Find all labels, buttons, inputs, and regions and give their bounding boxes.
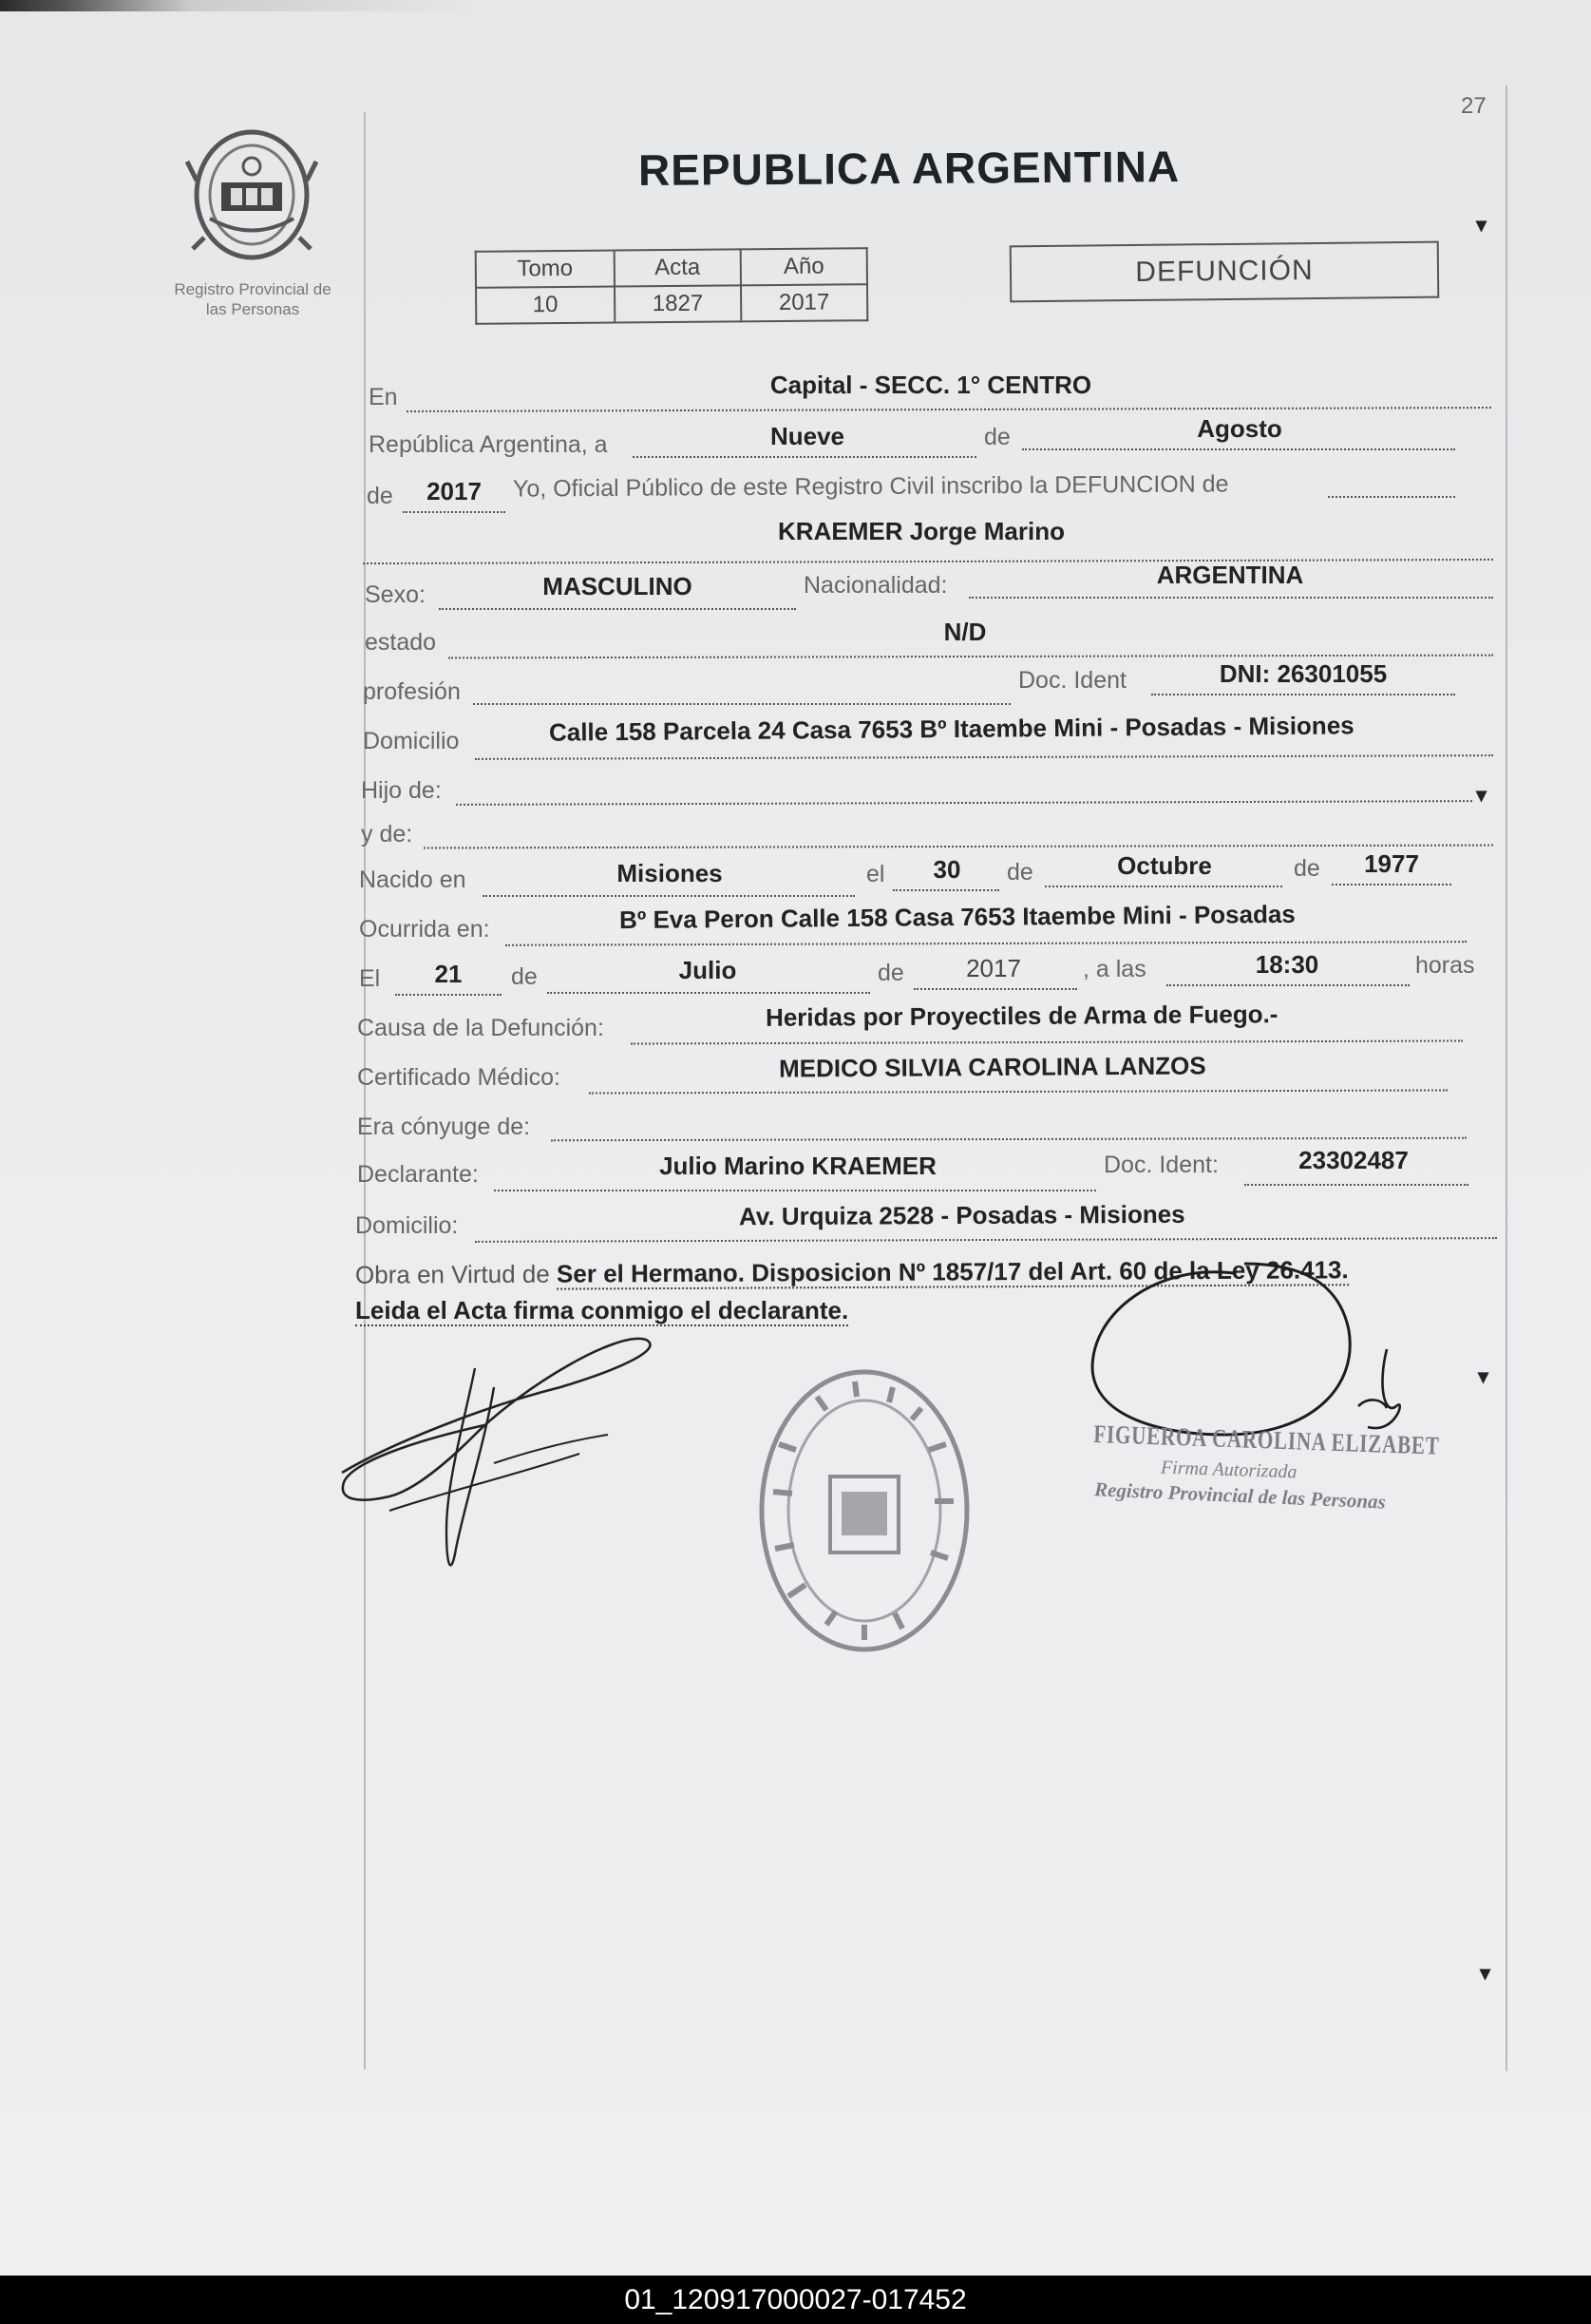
de-label-3: de xyxy=(1007,859,1033,886)
hijo-de-label: Hijo de: xyxy=(361,777,442,804)
official-role-stamp: Firma Autorizada xyxy=(1160,1457,1297,1483)
death-year: 2017 xyxy=(966,954,1021,982)
scan-edge-shadow xyxy=(0,0,1591,11)
domicilio-dotted-line xyxy=(475,754,1493,760)
ocurrida-label: Ocurrida en: xyxy=(359,916,490,943)
en-label: En xyxy=(369,384,398,410)
birth-month-dotted-line xyxy=(1045,886,1282,887)
leida-line xyxy=(355,1296,848,1325)
domicilio-label: Domicilio xyxy=(363,728,460,754)
page-number: 27 xyxy=(1461,93,1487,119)
ocurrida-dotted-line xyxy=(505,941,1467,946)
registry-caption xyxy=(158,279,348,319)
birth-year: 1977 xyxy=(1364,849,1419,878)
birth-day: 30 xyxy=(933,855,961,884)
round-registry-stamp xyxy=(750,1359,978,1663)
en-value: Capital - SECC. 1° CENTRO xyxy=(769,371,1092,399)
el-label: el xyxy=(866,861,885,887)
death-month: Julio xyxy=(678,956,737,984)
official-name-stamp: FIGUEROA CAROLINA ELIZABET xyxy=(1092,1419,1441,1460)
certificado-value: MEDICO SILVIA CAROLINA LANZOS xyxy=(778,1051,1206,1083)
sexo-value: MASCULINO xyxy=(542,572,692,600)
doc-ident-dotted-line xyxy=(1151,694,1455,695)
table-value-ano: 2017 xyxy=(741,284,867,321)
document-id-footer: 01_120917000027-017452 xyxy=(0,2276,1591,2324)
horas-label: horas xyxy=(1415,952,1475,979)
tick-mark-top: ▾ xyxy=(1476,213,1487,237)
birth-day-dotted-line xyxy=(893,889,999,891)
declarant-signature xyxy=(332,1330,665,1577)
oficial-dotted-line xyxy=(1328,496,1455,498)
de-label-4: de xyxy=(1294,855,1320,882)
doc-ident-value: DNI: 26301055 xyxy=(1219,659,1388,688)
nacido-label: Nacido en xyxy=(359,867,466,893)
right-margin-line xyxy=(1506,86,1507,2071)
causa-value: Heridas por Proyectiles de Arma de Fuego.- xyxy=(765,1000,1278,1032)
de-label-6: de xyxy=(878,960,904,986)
death-year-dotted-line xyxy=(914,988,1077,990)
domicilio-label-2: Domicilio: xyxy=(355,1212,459,1239)
y-de-label: y de: xyxy=(361,821,413,848)
profesion-dotted-line xyxy=(473,703,1011,705)
en-dotted-line xyxy=(407,407,1491,412)
table-header-ano: Año xyxy=(741,248,867,285)
doc-ident-label: Doc. Ident xyxy=(1018,667,1127,694)
estado-value: N/D xyxy=(943,618,987,646)
nacido-value: Misiones xyxy=(616,859,723,887)
year-dotted-line xyxy=(403,511,505,513)
volume-table xyxy=(475,247,869,325)
causa-dotted-line xyxy=(631,1039,1463,1044)
obra-label: Obra en Virtud de xyxy=(354,1259,550,1289)
estado-label: estado xyxy=(365,629,437,656)
registration-day: Nueve xyxy=(769,422,845,450)
de-label-5: de xyxy=(511,963,538,990)
declarante-dotted-line xyxy=(494,1190,1096,1191)
domicilio-2-dotted-line xyxy=(475,1237,1497,1243)
el-label-2: El xyxy=(359,965,381,992)
hijo-de-dotted-line xyxy=(456,800,1472,806)
registry-caption-line-2: las Personas xyxy=(205,300,300,318)
official-org-stamp: Registro Provincial de las Personas xyxy=(1093,1477,1387,1514)
sexo-label: Sexo: xyxy=(365,581,426,608)
registration-month: Agosto xyxy=(1197,414,1282,443)
de-label-1: de xyxy=(984,424,1011,450)
nacionalidad-label: Nacionalidad: xyxy=(804,572,948,599)
declarante-label: Declarante: xyxy=(357,1161,479,1188)
table-header-tomo: Tomo xyxy=(476,251,615,288)
conyuge-label: Era cónyuge de: xyxy=(357,1114,531,1140)
declarante-value: Julio Marino KRAEMER xyxy=(659,1152,937,1180)
tick-mark: ▾ xyxy=(1476,783,1487,807)
document-title: REPUBLICA ARGENTINA xyxy=(637,142,1181,195)
causa-label: Causa de la Defunción: xyxy=(357,1015,604,1041)
domicilio-value-2: Av. Urquiza 2528 - Posadas - Misiones xyxy=(738,1199,1185,1231)
certificado-dotted-line xyxy=(589,1089,1448,1094)
doc-ident-value-2: 23302487 xyxy=(1298,1146,1409,1174)
profesion-label: profesión xyxy=(363,678,461,705)
conyuge-dotted-line xyxy=(551,1137,1467,1142)
doc-ident-2-dotted-line xyxy=(1244,1184,1468,1186)
obra-value: Ser el Hermano. Disposicion Nº 1857/17 del Art. 60 de la Ley 26.413. xyxy=(556,1255,1349,1288)
ocurrida-value: Bº Eva Peron Calle 158 Casa 7653 Itaembe Mini - Posadas xyxy=(618,899,1296,935)
nacido-dotted-line xyxy=(483,895,855,897)
day-dotted-line xyxy=(633,456,976,458)
oficial-statement: Yo, Oficial Público de este Registro Civil inscribo la DEFUNCION de xyxy=(512,470,1229,503)
nacionalidad-value: ARGENTINA xyxy=(1156,561,1304,589)
de-label-2: de xyxy=(367,483,393,509)
republica-label: República Argentina, a xyxy=(369,431,608,458)
tick-mark-mid: ▾ xyxy=(1478,1364,1489,1388)
death-time-dotted-line xyxy=(1166,984,1410,986)
table-value-tomo: 10 xyxy=(476,287,615,324)
death-month-dotted-line xyxy=(547,992,870,994)
birth-month: Octubre xyxy=(1117,851,1212,880)
table-value-acta: 1827 xyxy=(615,285,741,322)
provincial-seal-logo xyxy=(185,124,318,266)
doc-ident-label-2: Doc. Ident: xyxy=(1104,1152,1219,1178)
tick-mark-bottom: ▾ xyxy=(1480,1961,1491,1985)
a-las-label: , a las xyxy=(1083,956,1146,982)
death-day-dotted-line xyxy=(395,994,502,996)
record-type-box: DEFUNCIÓN xyxy=(1010,241,1440,303)
sexo-dotted-line xyxy=(439,608,796,610)
death-day: 21 xyxy=(434,960,463,988)
birth-year-dotted-line xyxy=(1332,884,1451,886)
registration-year: 2017 xyxy=(426,477,482,505)
domicilio-value: Calle 158 Parcela 24 Casa 7653 Bº Itaembe Mini - Posadas - Misiones xyxy=(548,711,1354,747)
death-time: 18:30 xyxy=(1255,950,1319,979)
leida-text: Leida el Acta firma conmigo el declarante. xyxy=(355,1296,849,1324)
month-dotted-line xyxy=(1022,448,1455,450)
table-header-acta: Acta xyxy=(614,249,740,286)
deceased-name: KRAEMER Jorge Marino xyxy=(778,517,1065,545)
registry-caption-line-1: Registro Provincial de xyxy=(174,280,331,298)
official-signature xyxy=(1083,1245,1425,1444)
estado-dotted-line xyxy=(448,655,1493,659)
nacionalidad-dotted-line xyxy=(969,597,1493,599)
y-de-dotted-line xyxy=(424,845,1493,849)
certificado-label: Certificado Médico: xyxy=(357,1064,560,1091)
